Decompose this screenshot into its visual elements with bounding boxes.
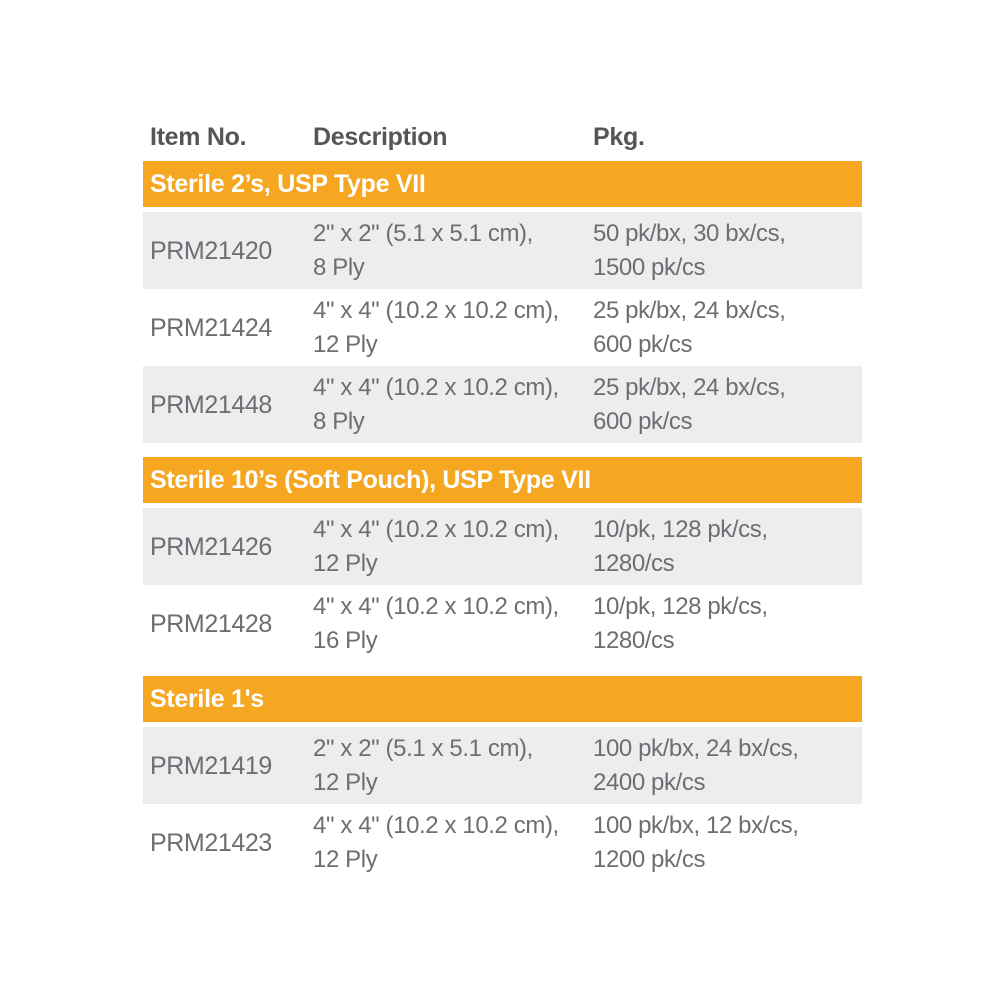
table-row xyxy=(143,366,862,443)
description-line2: 8 Ply xyxy=(313,407,365,435)
table-row xyxy=(143,508,862,585)
description-cell xyxy=(313,586,593,662)
description-line1: 2" x 2" (5.1 x 5.1 cm), xyxy=(313,734,533,762)
pkg-line1: 50 pk/bx, 30 bx/cs, xyxy=(593,219,786,247)
pkg-cell xyxy=(593,213,862,289)
column-header-description: Description xyxy=(313,122,448,151)
description-line2: 12 Ply xyxy=(313,768,378,796)
pkg-cell xyxy=(593,290,862,366)
item-no-cell: PRM21419 xyxy=(150,751,272,780)
pkg-line1: 25 pk/bx, 24 bx/cs, xyxy=(593,296,786,324)
item-no-cell: PRM21420 xyxy=(150,236,272,265)
description-line1: 4" x 4" (10.2 x 10.2 cm), xyxy=(313,811,559,839)
pkg-line2: 1200 pk/cs xyxy=(593,845,706,873)
pkg-cell xyxy=(593,805,862,881)
description-line2: 12 Ply xyxy=(313,845,378,873)
item-no-cell: PRM21428 xyxy=(150,609,272,638)
column-header-item-no: Item No. xyxy=(150,122,247,151)
item-no-cell: PRM21424 xyxy=(150,313,272,342)
description-cell xyxy=(313,213,593,289)
item-no-cell: PRM21426 xyxy=(150,532,272,561)
pkg-line1: 100 pk/bx, 24 bx/cs, xyxy=(593,734,799,762)
table-row xyxy=(143,727,862,804)
pkg-line1: 10/pk, 128 pk/cs, xyxy=(593,515,768,543)
table-section-sterile-1s xyxy=(143,676,862,881)
pkg-line1: 10/pk, 128 pk/cs, xyxy=(593,592,768,620)
pkg-line2: 600 pk/cs xyxy=(593,407,693,435)
pkg-line2: 600 pk/cs xyxy=(593,330,693,358)
pkg-line1: 100 pk/bx, 12 bx/cs, xyxy=(593,811,799,839)
description-cell xyxy=(313,290,593,366)
description-line1: 4" x 4" (10.2 x 10.2 cm), xyxy=(313,296,559,324)
table-row xyxy=(143,289,862,366)
table-row xyxy=(143,212,862,289)
description-cell xyxy=(313,509,593,585)
pkg-line2: 1280/cs xyxy=(593,626,675,654)
description-line2: 16 Ply xyxy=(313,626,378,654)
description-line2: 12 Ply xyxy=(313,549,378,577)
description-cell xyxy=(313,728,593,804)
pkg-line2: 1280/cs xyxy=(593,549,675,577)
description-line1: 2" x 2" (5.1 x 5.1 cm), xyxy=(313,219,533,247)
description-cell xyxy=(313,367,593,443)
table-section-sterile-10s xyxy=(143,457,862,662)
item-no-cell: PRM21448 xyxy=(150,390,272,419)
section-header-banner: Sterile 2’s, USP Type VII xyxy=(143,161,862,207)
column-header-pkg: Pkg. xyxy=(593,122,645,151)
pkg-cell xyxy=(593,509,862,585)
pkg-line2: 1500 pk/cs xyxy=(593,253,706,281)
section-header-banner: Sterile 1's xyxy=(143,676,862,722)
table-header-row xyxy=(143,113,862,161)
table-row xyxy=(143,804,862,881)
pkg-cell xyxy=(593,367,862,443)
description-line1: 4" x 4" (10.2 x 10.2 cm), xyxy=(313,592,559,620)
pkg-line1: 25 pk/bx, 24 bx/cs, xyxy=(593,373,786,401)
description-line2: 12 Ply xyxy=(313,330,378,358)
description-line1: 4" x 4" (10.2 x 10.2 cm), xyxy=(313,373,559,401)
product-table xyxy=(143,113,862,881)
table-section-sterile-2s xyxy=(143,161,862,443)
description-cell xyxy=(313,805,593,881)
description-line1: 4" x 4" (10.2 x 10.2 cm), xyxy=(313,515,559,543)
pkg-cell xyxy=(593,728,862,804)
item-no-cell: PRM21423 xyxy=(150,828,272,857)
table-row xyxy=(143,585,862,662)
pkg-cell xyxy=(593,586,862,662)
section-header-banner: Sterile 10’s (Soft Pouch), USP Type VII xyxy=(143,457,862,503)
description-line2: 8 Ply xyxy=(313,253,365,281)
pkg-line2: 2400 pk/cs xyxy=(593,768,706,796)
